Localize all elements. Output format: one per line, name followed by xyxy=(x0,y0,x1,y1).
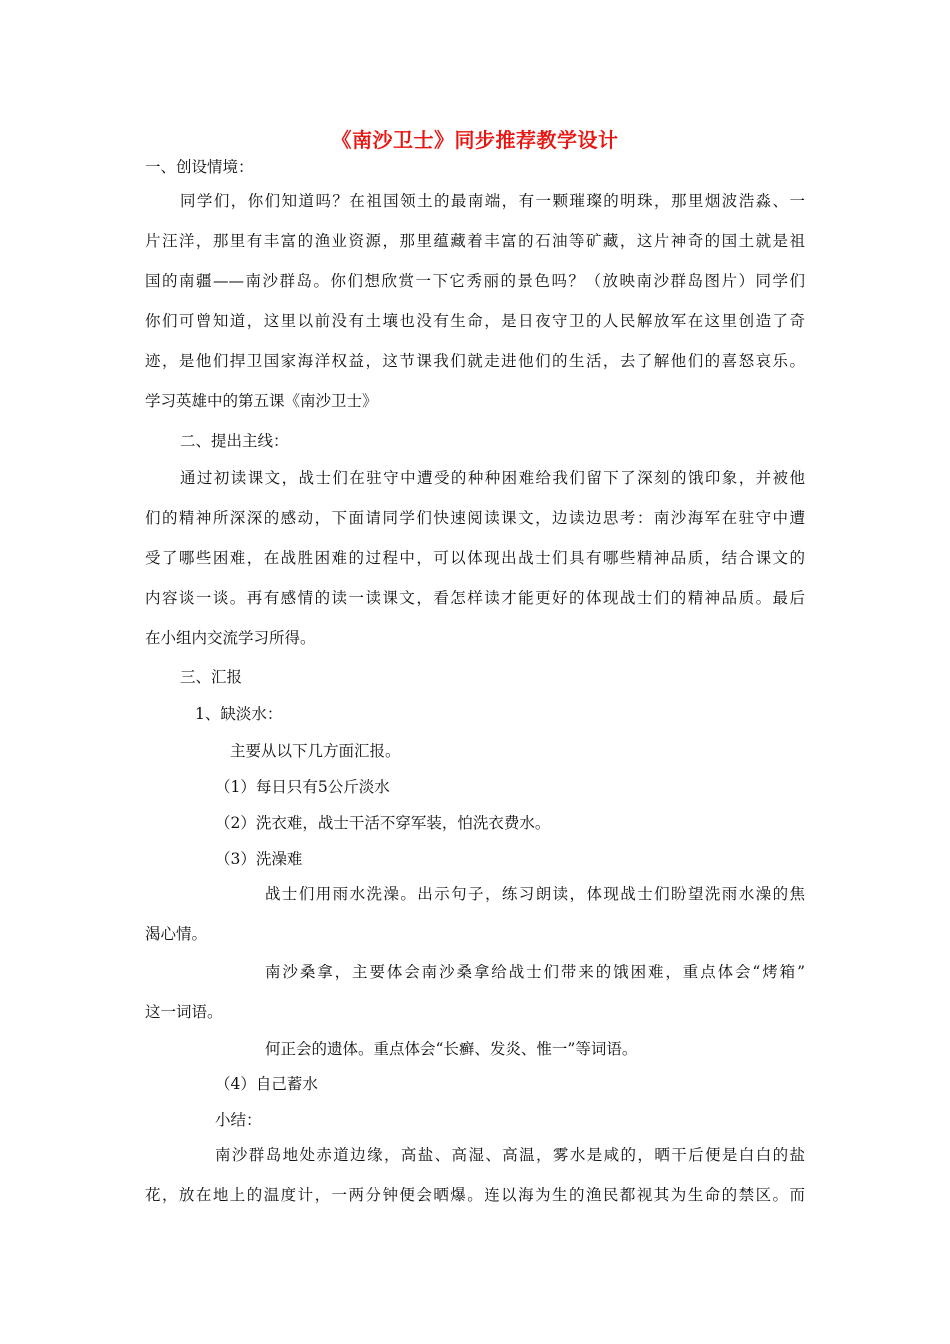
paragraph-line: 南沙桑拿，主要体会南沙桑拿给战士们带来的饿困难，重点体会“烤箱” xyxy=(265,963,805,981)
paragraph-line: 受了哪些困难，在战胜困难的过程中，可以体现出战士们具有哪些精神品质，结合课文的 xyxy=(145,549,805,567)
paragraph-line: 国的南疆——南沙群岛。你们想欣赏一下它秀丽的景色吗？（放映南沙群岛图片）同学们 xyxy=(145,272,805,290)
paragraph-line: 战士们用雨水洗澡。出示句子，练习朗读，体现战士们盼望洗雨水澡的焦 xyxy=(265,885,805,903)
paragraph-line: 片汪洋，那里有丰富的渔业资源，那里蕴藏着丰富的石油等矿藏，这片神奇的国土就是祖 xyxy=(145,232,805,250)
report-intro: 主要从以下几方面汇报。 xyxy=(230,742,401,760)
paragraph-line: 你们可曾知道，这里以前没有土壤也没有生命，是日夜守卫的人民解放军在这里创造了奇 xyxy=(145,312,805,330)
section-heading-2: 二、提出主线： xyxy=(180,432,289,450)
paragraph-line: 何正会的遗体。重点体会“长癣、发炎、惟一”等词语。 xyxy=(265,1040,638,1058)
section-heading-1: 一、创设情境： xyxy=(145,158,254,176)
list-item: （1）每日只有5公斤淡水 xyxy=(215,778,390,796)
paragraph-line: 在小组内交流学习所得。 xyxy=(145,629,316,647)
paragraph-line: 迹，是他们捍卫国家海洋权益，这节课我们就走进他们的生活，去了解他们的喜怒哀乐。 xyxy=(145,352,805,370)
subheading-water: 1、缺淡水： xyxy=(195,705,283,723)
paragraph-line: 通过初读课文，战士们在驻守中遭受的种种困难给我们留下了深刻的饿印象，并被他 xyxy=(180,469,805,487)
summary-label: 小结： xyxy=(215,1111,262,1129)
document-title: 《南沙卫士》同步推荐教学设计 xyxy=(331,128,619,152)
list-item: （4）自己蓄水 xyxy=(215,1075,318,1093)
paragraph-line: 花，放在地上的温度计，一两分钟便会晒爆。连以海为生的渔民都视其为生命的禁区。而 xyxy=(145,1186,805,1204)
paragraph-line: 这一词语。 xyxy=(145,1003,223,1021)
list-item: （3）洗澡难 xyxy=(215,850,303,868)
paragraph-line: 学习英雄中的第五课《南沙卫士》 xyxy=(145,392,378,410)
list-item: （2）洗衣难，战士干活不穿军装，怕洗衣费水。 xyxy=(215,814,551,832)
paragraph-line: 同学们，你们知道吗？在祖国领土的最南端，有一颗璀璨的明珠，那里烟波浩淼、一 xyxy=(180,192,805,210)
paragraph-line: 渴心情。 xyxy=(145,925,208,943)
paragraph-line: 内容谈一谈。再有感情的读一读课文，看怎样读才能更好的体现战士们的精神品质。最后 xyxy=(145,589,805,607)
paragraph-line: 南沙群岛地处赤道边缘，高盐、高湿、高温，雾水是咸的，晒干后便是白白的盐 xyxy=(215,1146,805,1164)
section-heading-3: 三、汇报 xyxy=(180,668,243,686)
paragraph-line: 们的精神所深深的感动，下面请同学们快速阅读课文，边读边思考：南沙海军在驻守中遭 xyxy=(145,509,805,527)
